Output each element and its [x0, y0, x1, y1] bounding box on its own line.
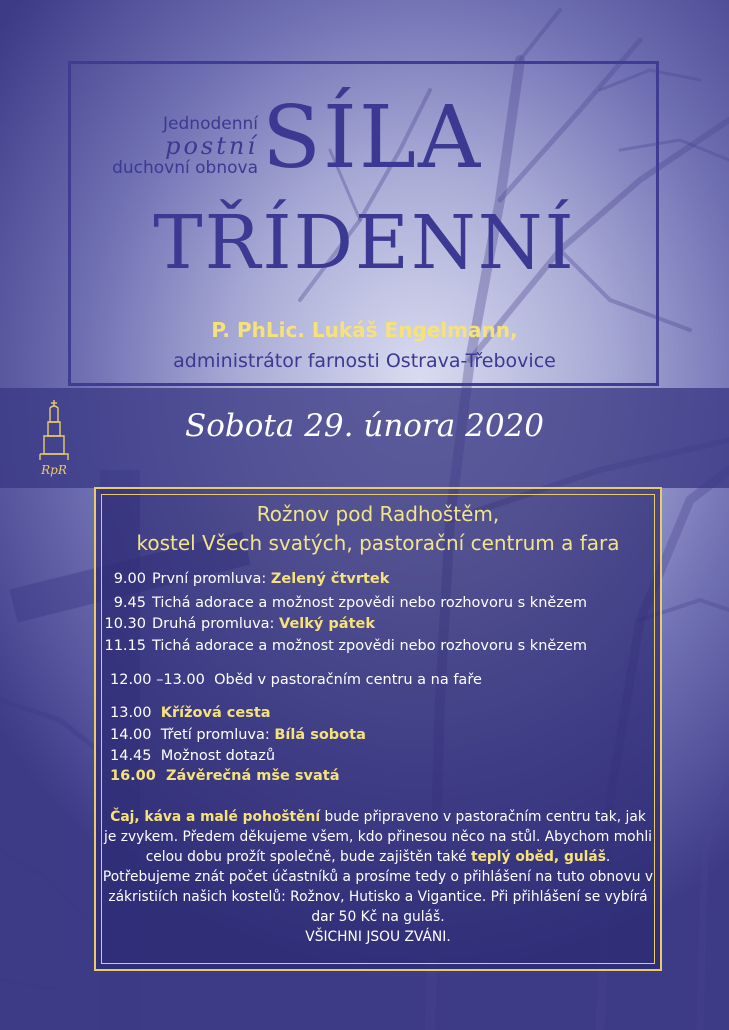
- schedule-text: Oběd v pastoračním centru a na faře: [214, 672, 482, 688]
- speaker-name: P. PhLic. Lukáš Engelmann,: [211, 318, 518, 342]
- schedule-row: [110, 672, 482, 688]
- logo-text: RpR: [41, 463, 67, 477]
- note-text: bude připraveno v pastoračním centru tak, jak je zvykem. Předem děkujeme všem, kdo přinesou něco na stůl. Abychom mohli celou dobu prožít společně, bude zajištěn také: [104, 809, 652, 865]
- note-closing: VŠICHNI JSOU ZVÁNI.: [305, 929, 451, 945]
- schedule-row: [100, 571, 389, 587]
- schedule-row: [110, 727, 366, 743]
- schedule-highlight: Bílá sobota: [274, 727, 366, 743]
- schedule-time: 12.00 –13.00: [110, 672, 205, 688]
- schedule-highlight: Zelený čtvrtek: [270, 571, 390, 587]
- schedule-text: Druhá promluva:: [152, 616, 280, 632]
- info-note: [102, 807, 654, 947]
- schedule-time: 9.00: [113, 571, 146, 587]
- schedule-highlight: Velký pátek: [279, 616, 375, 632]
- schedule-row: [100, 638, 587, 654]
- main-title-line2: TŘÍDENNÍ: [153, 200, 576, 286]
- note-highlight: teplý oběd, guláš: [470, 849, 606, 865]
- schedule-row: [110, 705, 271, 721]
- note-text: . Potřebujeme znát počet účastníků a prosíme tedy o přihlášení na tuto obnovu v zákristiích našich kostelů: Rožnov, Hutisko a Vigantice. Při přihlášení se vybírá dar 50 Kč na guláš.: [102, 849, 654, 925]
- subtitle-line3: duchovní obnova: [112, 158, 258, 178]
- schedule-text: Tichá adorace a možnost zpovědi nebo rozhovoru s knězem: [152, 638, 587, 654]
- schedule-text: První promluva:: [152, 571, 271, 587]
- schedule-time: 13.00: [110, 705, 152, 721]
- schedule-highlight: Křížová cesta: [160, 705, 271, 721]
- schedule-text: Třetí promluva:: [160, 727, 275, 743]
- venue-line2: kostel Všech svatých, pastorační centrum a fara: [136, 531, 620, 555]
- schedule-row: [100, 616, 375, 632]
- subtitle-line2: postní: [165, 132, 258, 160]
- schedule-time: 11.15: [104, 638, 146, 654]
- schedule-time: 16.00: [110, 768, 156, 784]
- schedule-time: 9.45: [113, 595, 146, 611]
- schedule-row: [100, 595, 587, 611]
- event-date: Sobota 29. února 2020: [185, 408, 544, 444]
- subtitle-line1: Jednodenní: [163, 114, 258, 134]
- schedule-highlight: Závěrečná mše svatá: [165, 768, 340, 784]
- venue-line1: Rožnov pod Radhoštěm,: [256, 502, 500, 526]
- schedule-time: 10.30: [104, 616, 146, 632]
- schedule-text: Tichá adorace a možnost zpovědi nebo rozhovoru s knězem: [152, 595, 587, 611]
- schedule-row: [110, 768, 340, 784]
- schedule-time: 14.45: [110, 748, 152, 764]
- main-title-line1: SÍLA: [262, 88, 483, 188]
- schedule-time: 14.00: [110, 727, 152, 743]
- schedule-text: Možnost dotazů: [160, 748, 276, 764]
- schedule-row: [110, 748, 275, 764]
- venue: [94, 500, 662, 558]
- subtitle-block: [96, 114, 258, 178]
- speaker-role: administrátor farnosti Ostrava-Třebovice: [173, 350, 556, 372]
- note-highlight: Čaj, káva a malé pohoštění: [110, 809, 321, 825]
